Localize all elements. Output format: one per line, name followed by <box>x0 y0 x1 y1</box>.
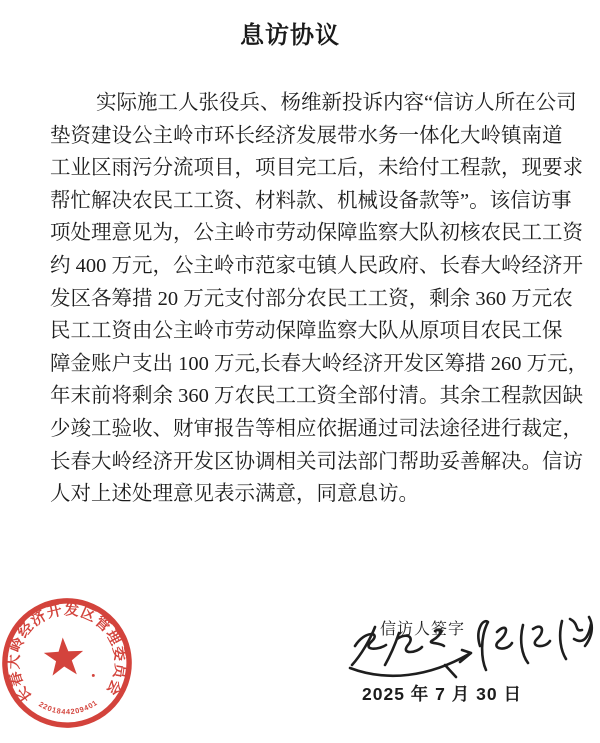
body-line: 工业区雨污分流项目，项目完工后，未给付工程款，现要求 <box>50 157 583 180</box>
seal-serial-number: 2201844209401 <box>37 697 100 717</box>
body-line: 少竣工验收、财审报告等相应依据通过司法途径进行裁定， <box>50 417 583 440</box>
signature-zhang-yibing <box>345 624 477 686</box>
seal-ink-dot <box>92 674 95 677</box>
body-line: 实际施工人张役兵、杨维新投诉内容“信访人所在公司 <box>96 92 577 114</box>
seal-star-icon <box>43 637 84 676</box>
body-line: 帮忙解决农民工工资、材料款、机械设备款等”。该信访事 <box>50 189 572 212</box>
body-paragraph <box>50 90 589 514</box>
body-line: 长春大岭经济开发区协调相关司法部门帮助妥善解决。信访 <box>50 450 583 473</box>
body-line: 障金账户支出 100 万元,长春大岭经济开发区筹措 260 万元， <box>50 352 589 375</box>
body-line: 发区各筹措 20 万元支付部分农民工工资，剩余 360 万元农 <box>50 287 573 310</box>
body-line: 垫资建设公主岭市环长经济发展带水务一体化大岭镇南道 <box>50 124 563 147</box>
body-line: 民工工资由公主岭市劳动保障监察大队从原项目农民工保 <box>50 320 563 343</box>
document-title: 息访协议 <box>240 23 340 49</box>
signature-yang-weixin <box>465 610 595 684</box>
seal-org-name: 长春大岭经济开发区管理委员会 <box>6 602 128 705</box>
body-line: 约 400 万元，公主岭市范家屯镇人民政府、长春大岭经济开 <box>50 254 583 277</box>
signature-date: 2025 年 7 月 30 日 <box>362 684 522 704</box>
body-line: 年末前将剩余 360 万农民工工资全部付清。其余工程款因缺 <box>50 385 583 408</box>
petitioner-signature-label: 信访人签字 <box>380 621 466 638</box>
body-line: 项处理意见为，公主岭市劳动保障监察大队初核农民工工资 <box>50 222 583 245</box>
official-seal-stamp <box>0 594 136 732</box>
body-line: 人对上述处理意见表示满意，同意息访。 <box>50 483 419 506</box>
svg-text:2201844209401 <box>37 697 100 718</box>
